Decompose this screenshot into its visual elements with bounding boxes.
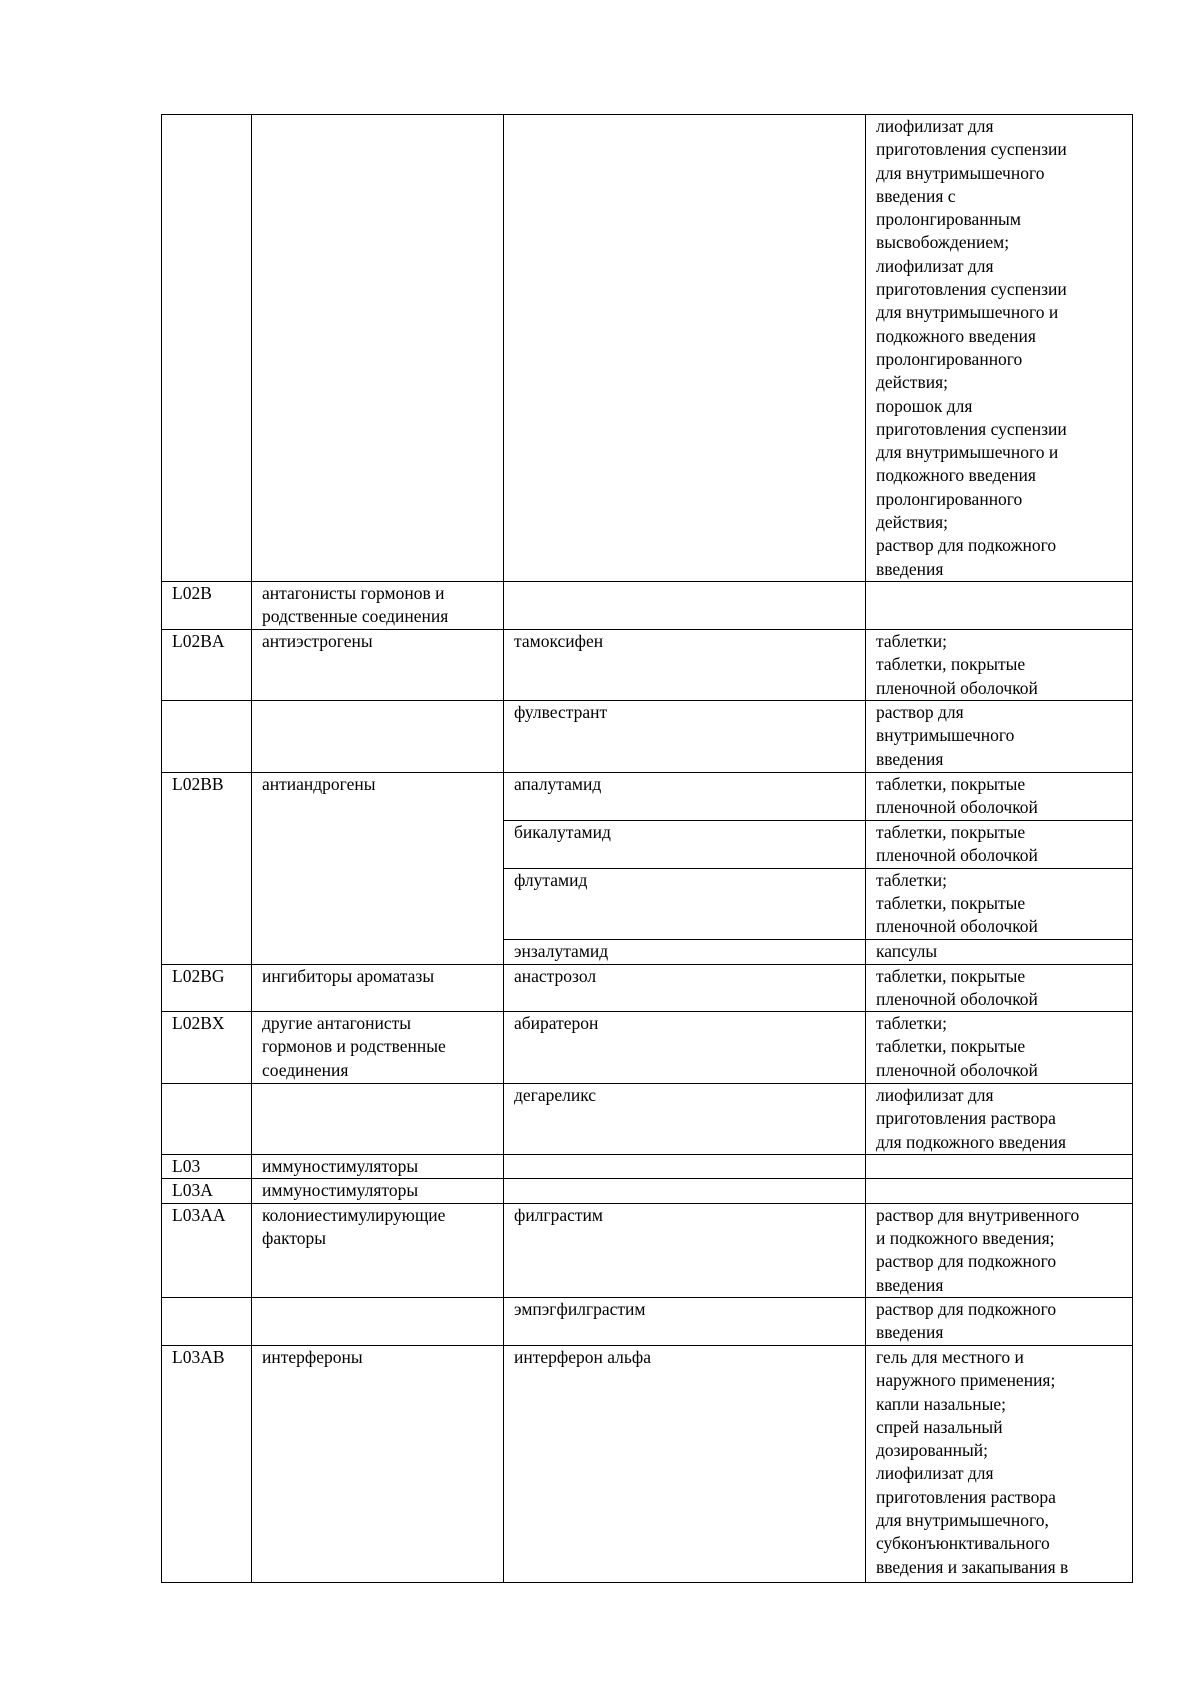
drug-name-cell: фулвестрант — [504, 700, 866, 772]
dosage-form-cell: таблетки; таблетки, покрытые пленочной оболочкой — [866, 868, 1133, 939]
group-name-cell — [252, 700, 504, 772]
group-name-cell — [252, 1297, 504, 1345]
atc-code-cell — [162, 1297, 252, 1345]
table-row — [162, 581, 1133, 629]
drug-name-cell — [504, 1155, 866, 1179]
atc-code-cell: L02BB — [162, 772, 252, 964]
drug-name-cell: абиратерон — [504, 1012, 866, 1084]
dosage-form-cell — [866, 581, 1133, 629]
drug-name-cell: эмпэгфилграстим — [504, 1297, 866, 1345]
drug-name-cell: филграстим — [504, 1203, 866, 1297]
dosage-form-cell: таблетки; таблетки, покрытые пленочной оболочкой — [866, 629, 1133, 700]
table-row — [162, 1084, 1133, 1155]
atc-code-cell — [162, 1084, 252, 1155]
drug-name-cell: энзалутамид — [504, 939, 866, 964]
dosage-form-cell: гель для местного и наружного применения; капли назальные; спрей назальный дозированный; лиофилизат для приготовления раствора для внутримышечного, субконъюнктивального введения и закапывания в — [866, 1345, 1133, 1582]
atc-code-cell: L02B — [162, 581, 252, 629]
table-row — [162, 964, 1133, 1012]
dosage-form-cell: раствор для внутривенного и подкожного введения; раствор для подкожного введения — [866, 1203, 1133, 1297]
drug-name-cell: апалутамид — [504, 772, 866, 820]
atc-code-cell — [162, 115, 252, 582]
drug-name-cell: интерферон альфа — [504, 1345, 866, 1582]
group-name-cell — [252, 1084, 504, 1155]
group-name-cell: антагонисты гормонов и родственные соединения — [252, 581, 504, 629]
dosage-form-cell: лиофилизат для приготовления раствора для подкожного введения — [866, 1084, 1133, 1155]
dosage-form-cell: таблетки; таблетки, покрытые пленочной оболочкой — [866, 1012, 1133, 1084]
table-row — [162, 772, 1133, 820]
dosage-form-cell: капсулы — [866, 939, 1133, 964]
dosage-form-cell — [866, 1179, 1133, 1203]
group-name-cell — [252, 115, 504, 582]
atc-code-cell: L03AA — [162, 1203, 252, 1297]
drug-name-cell: тамоксифен — [504, 629, 866, 700]
atc-code-cell: L03AB — [162, 1345, 252, 1582]
atc-code-cell: L02BX — [162, 1012, 252, 1084]
atc-code-cell — [162, 700, 252, 772]
table-row — [162, 1012, 1133, 1084]
group-name-cell: интерфероны — [252, 1345, 504, 1582]
drug-name-cell: бикалутамид — [504, 820, 866, 868]
drug-name-cell: флутамид — [504, 868, 866, 939]
group-name-cell: другие антагонисты гормонов и родственные соединения — [252, 1012, 504, 1084]
dosage-form-cell: раствор для внутримышечного введения — [866, 700, 1133, 772]
atc-code-cell: L03A — [162, 1179, 252, 1203]
table-row — [162, 1345, 1133, 1582]
dosage-form-cell: таблетки, покрытые пленочной оболочкой — [866, 772, 1133, 820]
group-name-cell: ингибиторы ароматазы — [252, 964, 504, 1012]
drug-table — [161, 114, 1133, 1583]
drug-name-cell: дегареликс — [504, 1084, 866, 1155]
drug-name-cell: анастрозол — [504, 964, 866, 1012]
atc-code-cell: L02BG — [162, 964, 252, 1012]
table-row — [162, 115, 1133, 582]
dosage-form-cell: таблетки, покрытые пленочной оболочкой — [866, 964, 1133, 1012]
table-row — [162, 1179, 1133, 1203]
atc-code-cell: L02BA — [162, 629, 252, 700]
group-name-cell: антиандрогены — [252, 772, 504, 964]
group-name-cell: антиэстрогены — [252, 629, 504, 700]
group-name-cell: иммуностимуляторы — [252, 1155, 504, 1179]
group-name-cell: колониестимулирующие факторы — [252, 1203, 504, 1297]
dosage-form-cell — [866, 1155, 1133, 1179]
dosage-form-cell: лиофилизат для приготовления суспензии для внутримышечного введения с пролонгированным высвобождением; лиофилизат для приготовления суспензии для внутримышечного и подкожного введения пролонгированного действия; порошок для приготовления суспензии для внутримышечного и подкожного введения пролонгированного действия; раствор для подкожного введения — [866, 115, 1133, 582]
table-row — [162, 1203, 1133, 1297]
group-name-cell: иммуностимуляторы — [252, 1179, 504, 1203]
table-row — [162, 629, 1133, 700]
table-row — [162, 1297, 1133, 1345]
atc-code-cell: L03 — [162, 1155, 252, 1179]
drug-name-cell — [504, 1179, 866, 1203]
table-row — [162, 700, 1133, 772]
table-row — [162, 1155, 1133, 1179]
dosage-form-cell: раствор для подкожного введения — [866, 1297, 1133, 1345]
dosage-form-cell: таблетки, покрытые пленочной оболочкой — [866, 820, 1133, 868]
drug-name-cell — [504, 115, 866, 582]
drug-name-cell — [504, 581, 866, 629]
